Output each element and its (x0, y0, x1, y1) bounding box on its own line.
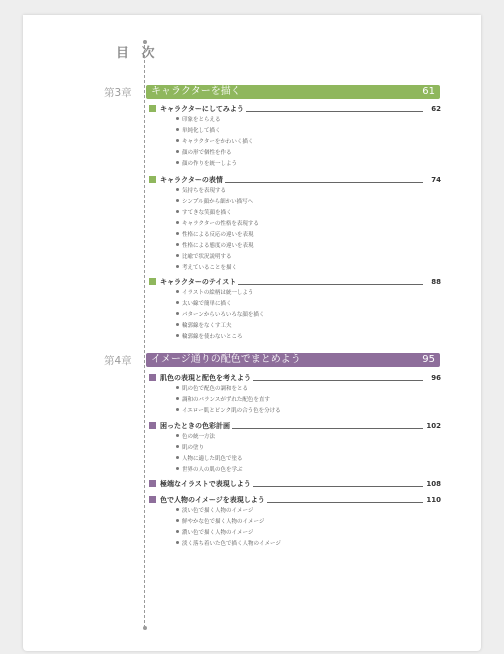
list-item: 淡い色で描く人物のイメージ (176, 507, 253, 515)
list-item: 単純化して描く (176, 127, 221, 135)
list-item: 調和のバランスがずれた配色を直す (176, 396, 270, 404)
chapter-3-bar (146, 85, 440, 99)
section-ch4-2[interactable] (149, 420, 441, 432)
section-ch4-1[interactable] (149, 372, 441, 384)
chapter-4-page: 95 (422, 354, 435, 365)
section-marker (149, 422, 156, 429)
list-item: シンプル顔から細かい描写へ (176, 198, 253, 206)
section-marker (149, 176, 156, 183)
list-item: 世界の人の肌の色を学ぶ (176, 466, 243, 474)
list-item: 印象をとらえる (176, 116, 221, 124)
section-ch4-4[interactable] (149, 494, 441, 506)
list-item: 性格による態度の違いを表現 (176, 242, 254, 250)
section-marker (149, 480, 156, 487)
section-ch3-2[interactable] (149, 174, 441, 186)
section-marker (149, 278, 156, 285)
section-title: キャラクターの表情 (160, 176, 223, 184)
list-item: 肌の塗り (176, 444, 204, 452)
timeline-dot-bottom (143, 626, 147, 630)
section-title: 極端なイラストで表現しよう (160, 480, 251, 488)
section-title: 色で人物のイメージを表現しよう (160, 496, 265, 504)
toc-title: 目 次 (116, 46, 159, 61)
chapter-3-page: 61 (422, 86, 435, 97)
section-ch3-1[interactable] (149, 103, 441, 115)
list-item: パターンからいろいろな顔を描く (176, 311, 264, 319)
section-page: 96 (431, 374, 441, 382)
list-item: キャラクターの性格を表現する (176, 220, 259, 228)
list-item: キャラクターをかわいく描く (176, 138, 253, 146)
chapter-4-bar (146, 353, 440, 367)
section-marker (149, 105, 156, 112)
list-item: 比喩で状況説明する (176, 253, 232, 261)
section-marker (149, 374, 156, 381)
chapter-3-title: キャラクターを描く (151, 86, 241, 97)
chapter-4-label: 第4章 (104, 355, 132, 367)
list-item: 淡く落ち着いた色で描く人物のイメージ (176, 540, 281, 548)
list-item: 輪郭線を使わないところ (176, 333, 243, 341)
section-title: キャラクターにしてみよう (160, 105, 244, 113)
section-page: 74 (431, 176, 441, 184)
chapter-4-title: イメージ通りの配色でまとめよう (151, 354, 301, 365)
section-page: 88 (431, 278, 441, 286)
section-page: 62 (431, 105, 441, 113)
list-item: イラストの絵柄は統一しよう (176, 289, 253, 297)
section-title: キャラクターのテイスト (160, 278, 237, 286)
section-title: 肌色の表現と配色を考えよう (160, 374, 251, 382)
list-item: 顔の形で個性を作る (176, 149, 232, 157)
section-ch3-3[interactable] (149, 276, 441, 288)
list-item: 色の統一方法 (176, 433, 215, 441)
section-marker (149, 496, 156, 503)
list-item: 輪郭線をなくす工夫 (176, 322, 232, 330)
list-item: 性格による反応の違いを表現 (176, 231, 254, 239)
list-item: 鮮やかな色で描く人物のイメージ (176, 518, 264, 526)
list-item: 人物に適した肌色で塗る (176, 455, 243, 463)
timeline-dashed-line (144, 40, 145, 628)
timeline-dot-top (143, 40, 147, 44)
list-item: 気持ちを表現する (176, 187, 226, 195)
list-item: すてきな笑顔を描く (176, 209, 232, 217)
list-item: 顔の作りを統一しよう (176, 160, 237, 168)
list-item: 太い線で簡単に描く (176, 300, 232, 308)
list-item: 濃い色で描く人物のイメージ (176, 529, 253, 537)
section-ch4-3[interactable] (149, 478, 441, 490)
chapter-3-label: 第3章 (104, 87, 132, 99)
section-page: 108 (426, 480, 441, 488)
section-title: 困ったときの色彩計画 (160, 422, 230, 430)
list-item: 考えていることを描く (176, 264, 237, 272)
list-item: イエロー肌とピンク肌の合う色を分ける (176, 407, 281, 415)
section-page: 102 (426, 422, 441, 430)
list-item: 肌の色で配色の調和をとる (176, 385, 248, 393)
section-page: 110 (426, 496, 441, 504)
